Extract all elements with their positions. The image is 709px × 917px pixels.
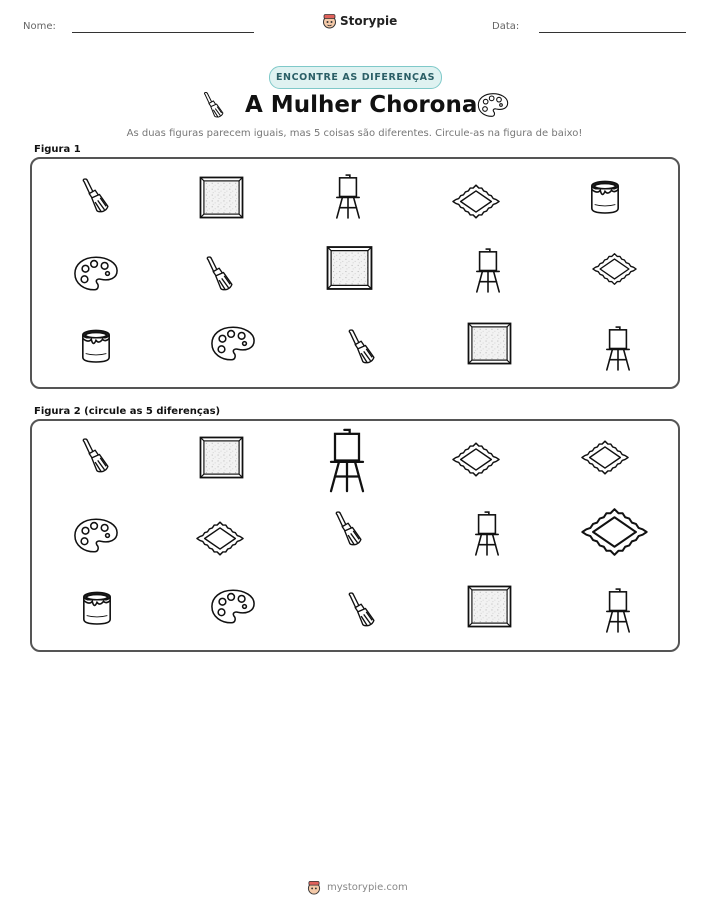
frame-icon[interactable] [467,585,512,628]
brush-icon[interactable] [332,507,366,553]
date-label: Data: [492,21,520,32]
paint-can-icon [80,328,112,364]
name-line[interactable] [72,32,254,33]
brush-icon [203,252,237,298]
instructions: As duas figuras parecem iguais, mas 5 coisas são diferentes. Circule-as na figura de baixo! [126,128,583,139]
easel-icon [334,173,362,220]
stamp-icon [452,183,500,220]
name-label: Nome: [23,21,56,32]
brush-icon[interactable] [345,588,379,634]
palette-icon[interactable] [210,588,256,625]
stamp-icon[interactable] [581,439,629,476]
palette-icon [477,92,509,118]
easel-icon[interactable] [473,510,501,557]
stamp-icon[interactable] [196,520,244,557]
frame-icon[interactable] [199,436,244,479]
easel-icon [474,247,502,294]
footer-site: mystorypie.com [327,882,408,893]
brush-icon [345,325,379,371]
date-line[interactable] [539,32,686,33]
stamp-icon[interactable] [581,507,648,557]
paint-can-icon [589,179,621,215]
brand-name: Storypie [340,14,398,28]
palette-icon [73,255,119,292]
storypie-mascot-icon [322,13,337,29]
stamp-icon [592,252,637,286]
stamp-icon[interactable] [452,441,500,478]
brush-icon [79,174,113,220]
figure1-label: Figura 1 [34,144,81,155]
paintbrush-icon [201,92,227,120]
brush-icon[interactable] [79,434,113,480]
palette-icon [210,325,256,362]
brand-logo [322,13,397,29]
easel-icon [604,325,632,372]
frame-icon [326,245,373,291]
easel-icon[interactable] [604,587,632,634]
storypie-mascot-icon [307,880,321,895]
paint-can-icon[interactable] [81,590,113,626]
frame-icon [199,176,244,219]
figure2-label: Figura 2 (circule as 5 diferenças) [34,406,221,417]
palette-icon[interactable] [73,517,119,554]
page-title: A Mulher Chorona [245,92,478,118]
frame-icon [467,322,512,365]
activity-badge: ENCONTRE AS DIFERENÇAS [269,66,442,89]
footer [307,880,408,895]
easel-icon[interactable] [327,428,367,493]
